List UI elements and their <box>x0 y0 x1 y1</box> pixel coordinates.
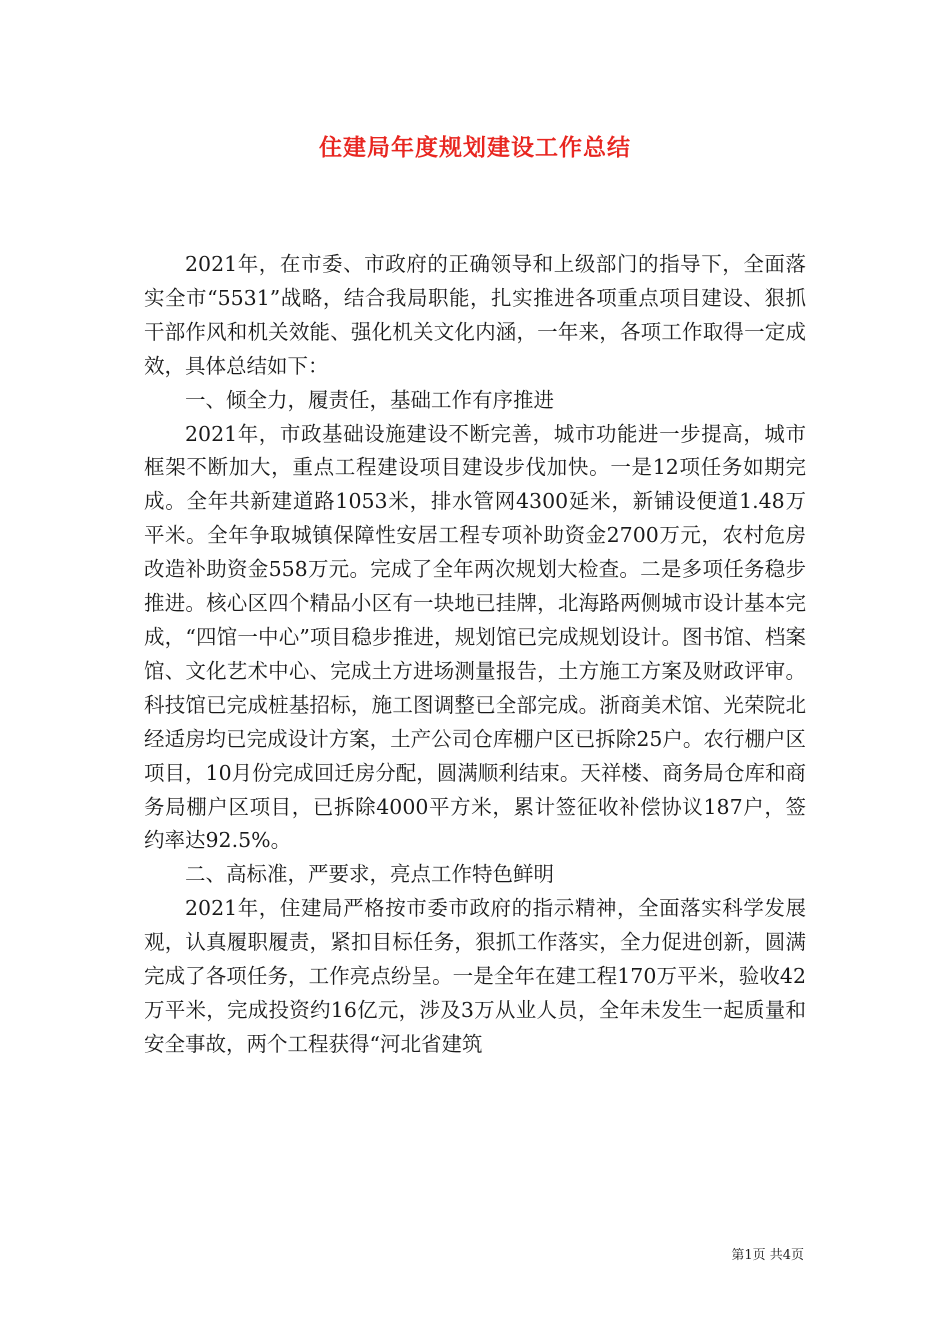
section-heading-2: 二、高标准，严要求，亮点工作特色鲜明 <box>185 862 554 887</box>
paragraph-intro: 2021年，在市委、市政府的正确领导和上级部门的指导下，全面落实全市“5531”战略，结合我局职能，扎实推进各项重点项目建设、狠抓干部作风和机关效能、强化机关文化内涵，一年来，各项工作取得一定成效，具体总结如下： <box>144 252 806 378</box>
page-number: 第1页 共4页 <box>731 1248 804 1263</box>
document-title: 住建局年度规划建设工作总结 <box>319 134 631 161</box>
paragraph-section-1: 2021年，市政基础设施建设不断完善，城市功能进一步提高，城市框架不断加大，重点工程建设项目建设步伐加快。一是12项任务如期完成。全年共新建道路1053米，排水管网4300延米，新铺设便道1.48万平米。全年争取城镇保障性安居工程专项补助资金2700万元，农村危房改造补助资金558万元。完成了全年两次规划大检查。二是多项任务稳步推进。核心区四个精品小区有一块地已挂牌，北海路两侧城市设计基本完成，“四馆一中心”项目稳步推进，规划馆已完成规划设计。图书馆、档案馆、文化艺术中心、完成土方进场测量报告，土方施工方案及财政评审。科技馆已完成桩基招标，施工图调整已全部完成。浙商美术馆、光荣院北经适房均已完成设计方案，土产公司仓库棚户区已拆除25户。农行棚户区项目，10月份完成回迁房分配，圆满顺利结束。天祥楼、商务局仓库和商务局棚户区项目，已拆除4000平方米，累计签征收补偿协议187户，签约率达92.5%。 <box>144 421 806 853</box>
document-body <box>144 248 806 1062</box>
paragraph-section-2: 2021年，住建局严格按市委市政府的指示精神，全面落实科学发展观，认真履职履责，紧扣目标任务，狠抓工作落实，全力促进创新，圆满完成了各项任务，工作亮点纷呈。一是全年在建工程170万平米，验收42万平米，完成投资约16亿元，涉及3万从业人员，全年未发生一起质量和安全事故，两个工程获得“河北省建筑 <box>144 896 806 1056</box>
section-heading-1: 一、倾全力，履责任，基础工作有序推进 <box>185 387 554 412</box>
